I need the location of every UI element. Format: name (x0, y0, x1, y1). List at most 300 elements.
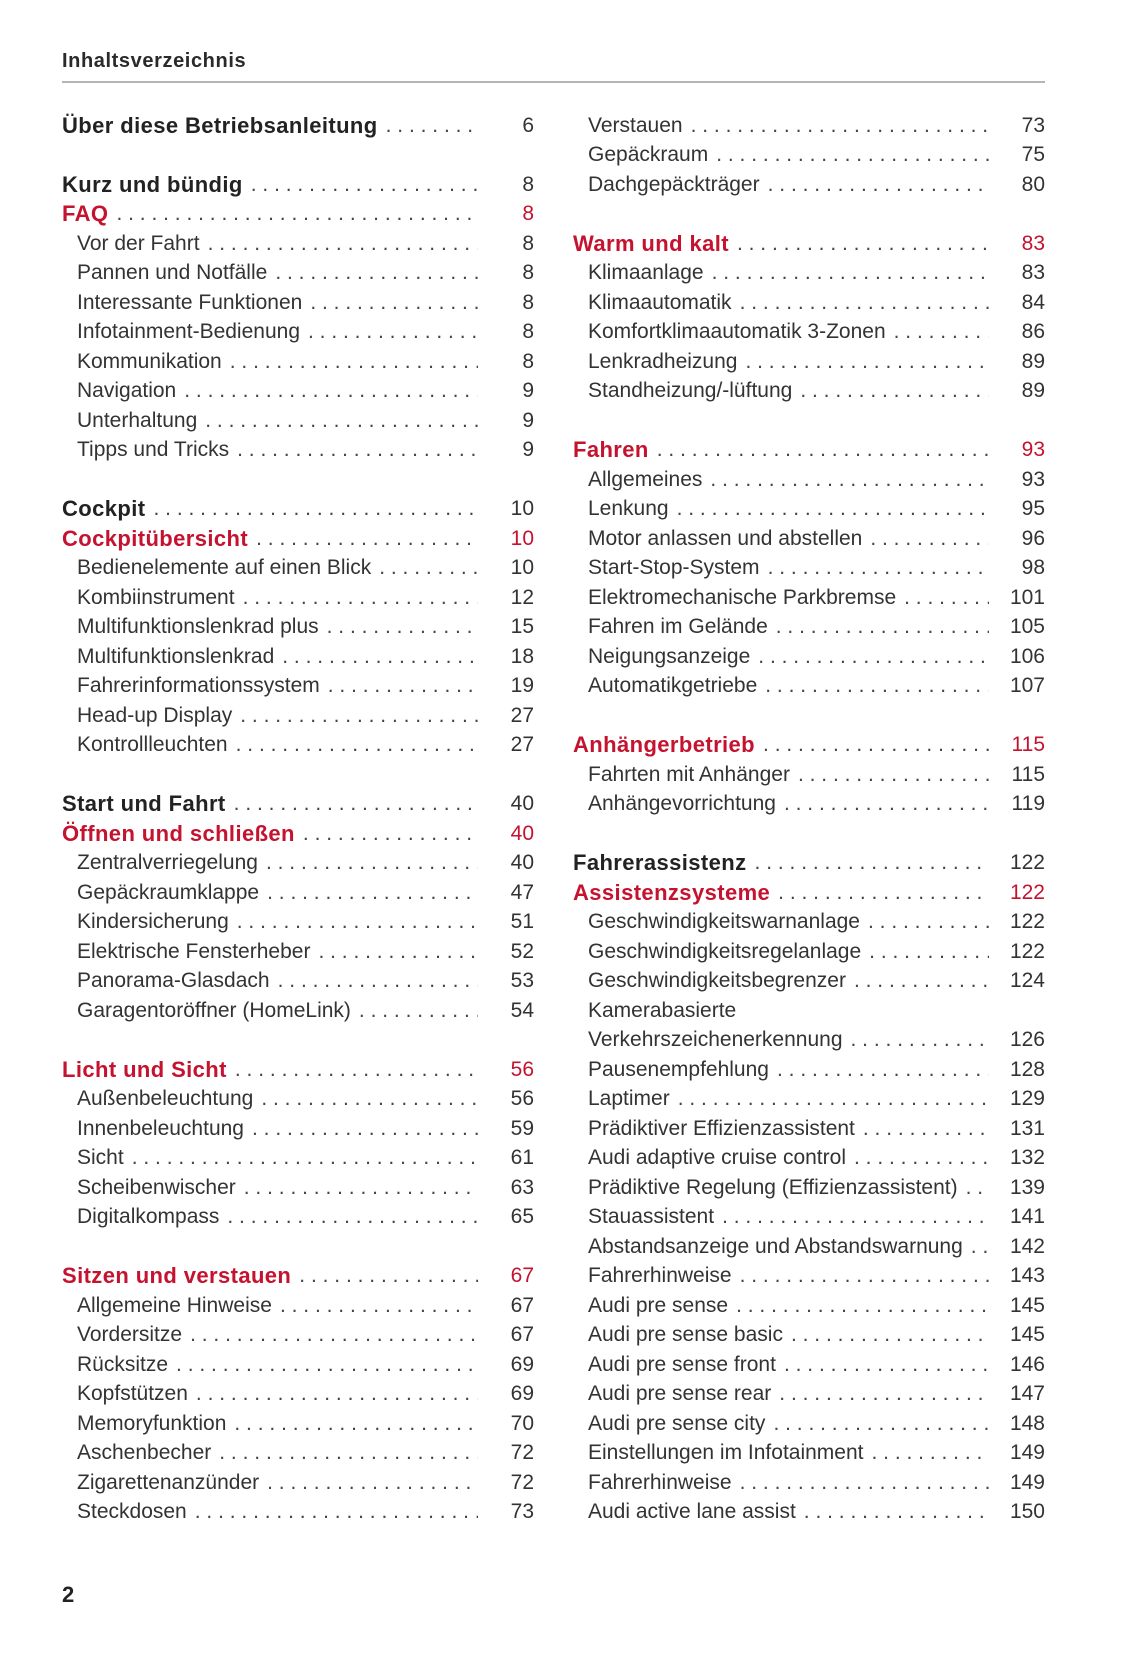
toc-entry[interactable] (573, 1144, 1045, 1174)
entry-page-number: 10 (510, 556, 534, 580)
entry-page-number: 51 (510, 910, 534, 934)
entry-page-number: 70 (510, 1411, 534, 1435)
dot-leader (765, 674, 989, 698)
entry-title: Elektromechanische Parkbremse (588, 585, 897, 609)
entry-page-number: 72 (510, 1470, 534, 1494)
dot-leader (798, 763, 989, 787)
entry-title: Standheizung/-lüftung (588, 379, 793, 403)
dot-leader (768, 556, 989, 580)
dot-leader (851, 1028, 989, 1052)
toc-chapter-entry[interactable] (573, 849, 1045, 879)
dot-leader (740, 291, 989, 315)
dot-leader (868, 910, 989, 934)
entry-page-number: 63 (510, 1175, 534, 1199)
toc-chapter-entry[interactable] (62, 170, 534, 200)
dot-leader (280, 1294, 478, 1318)
entry-title: Abstandsanzeige und Abstandswarnung (588, 1234, 963, 1258)
entry-title: Fahren (573, 437, 649, 463)
entry-page-number: 8 (522, 261, 534, 285)
entry-page-number: 89 (1021, 349, 1045, 373)
toc-entry[interactable] (62, 288, 534, 318)
dot-leader (691, 114, 989, 138)
entry-title: Stauassistent (588, 1205, 715, 1229)
spacer (573, 406, 1045, 436)
toc-entry[interactable] (573, 111, 1045, 141)
entry-page-number: 141 (1009, 1205, 1045, 1229)
toc-chapter-entry[interactable] (573, 878, 1045, 908)
entry-title: Pausenempfehlung (588, 1057, 769, 1081)
entry-title: Audi pre sense front (588, 1352, 776, 1376)
entry-title: Audi pre sense city (588, 1411, 766, 1435)
toc-entry[interactable] (573, 1026, 1045, 1056)
toc-entry[interactable] (573, 1055, 1045, 1085)
entry-page-number: 101 (1009, 585, 1045, 609)
dot-leader (712, 261, 989, 285)
dot-leader (132, 1146, 478, 1170)
toc-entry[interactable] (573, 1173, 1045, 1203)
entry-page-number: 96 (1021, 526, 1045, 550)
entry-page-number: 67 (510, 1293, 534, 1317)
toc-entry[interactable] (62, 1409, 534, 1439)
entry-title: Fahrerhinweise (588, 1470, 732, 1494)
dot-leader (904, 586, 989, 610)
entry-page-number: 8 (522, 231, 534, 255)
toc-chapter-entry[interactable] (573, 731, 1045, 761)
toc-entry[interactable] (62, 1291, 534, 1321)
toc-entry[interactable] (573, 583, 1045, 613)
entry-title: Multifunktionslenkrad (77, 644, 275, 668)
entry-page-number: 122 (1009, 910, 1045, 934)
toc-entry[interactable] (62, 642, 534, 672)
toc-entry[interactable] (573, 347, 1045, 377)
toc-entry[interactable] (573, 1203, 1045, 1233)
toc-entry[interactable] (62, 996, 534, 1026)
entry-page-number: 10 (510, 497, 534, 521)
entry-title: Prädiktive Regelung (Effizienzassistent) (588, 1175, 958, 1199)
entry-page-number: 122 (1009, 939, 1045, 963)
entry-page-number: 15 (510, 615, 534, 639)
dot-leader (737, 232, 989, 256)
toc-entry[interactable] (573, 170, 1045, 200)
toc-entry[interactable] (62, 1498, 534, 1528)
dot-leader (267, 1471, 478, 1495)
toc-column-right (573, 111, 1045, 1527)
toc-entry[interactable] (573, 1350, 1045, 1380)
toc-chapter-entry[interactable] (62, 111, 534, 141)
toc-entry[interactable] (62, 1173, 534, 1203)
toc-entry[interactable] (62, 878, 534, 908)
entry-title: Gepäckraumklappe (77, 880, 260, 904)
entry-title: Unterhaltung (77, 408, 198, 432)
entry-title: Prädiktiver Effizienzassistent (588, 1116, 855, 1140)
entry-page-number: 122 (1009, 880, 1045, 904)
entry-title: Tipps und Tricks (77, 438, 230, 462)
toc-entry[interactable] (62, 1380, 534, 1410)
entry-page-number: 40 (510, 792, 534, 816)
entry-page-number: 128 (1009, 1057, 1045, 1081)
toc-entry[interactable] (573, 1291, 1045, 1321)
entry-title: Assistenzsysteme (573, 879, 771, 905)
entry-title: Fahrerassistenz (573, 850, 747, 876)
toc-chapter-entry[interactable] (573, 229, 1045, 259)
entry-title: Scheibenwischer (77, 1175, 236, 1199)
entry-title: Verkehrszeichenerkennung (588, 1028, 843, 1052)
dot-leader (716, 143, 989, 167)
entry-title: Lenkung (588, 497, 669, 521)
entry-page-number: 73 (510, 1500, 534, 1524)
entry-page-number: 47 (510, 880, 534, 904)
toc-chapter-entry[interactable] (62, 1262, 534, 1292)
entry-page-number: 8 (522, 172, 534, 196)
toc-entry[interactable] (62, 1468, 534, 1498)
entry-page-number: 27 (510, 733, 534, 757)
entry-title: Elektrische Fensterheber (77, 939, 311, 963)
dot-leader (791, 1323, 989, 1347)
dot-leader (184, 379, 478, 403)
toc-entry[interactable] (62, 1321, 534, 1351)
entry-page-number: 124 (1009, 969, 1045, 993)
entry-title: Bedienelemente auf einen Blick (77, 556, 372, 580)
dot-leader (176, 1353, 478, 1377)
entry-page-number: 6 (522, 113, 534, 137)
dot-leader (261, 1087, 478, 1111)
toc-chapter-entry[interactable] (573, 436, 1045, 466)
entry-title: Audi pre sense rear (588, 1382, 772, 1406)
dot-leader (252, 1117, 478, 1141)
dot-leader (804, 1500, 989, 1524)
dot-leader (736, 1294, 989, 1318)
entry-title: Anhängevorrichtung (588, 792, 776, 816)
entry-page-number: 93 (1021, 438, 1045, 462)
dot-leader (768, 173, 989, 197)
toc-entry[interactable] (573, 465, 1045, 495)
dot-leader (303, 822, 478, 846)
toc-entry[interactable] (62, 908, 534, 938)
entry-title: Sitzen und verstauen (62, 1263, 292, 1289)
entry-page-number: 83 (1021, 231, 1045, 255)
dot-leader (251, 173, 478, 197)
entry-title: Warm und kalt (573, 230, 729, 256)
toc-entry[interactable] (573, 318, 1045, 348)
spacer (62, 760, 534, 790)
toc-entry[interactable] (573, 908, 1045, 938)
dot-leader (230, 350, 478, 374)
toc-column-left (62, 111, 534, 1527)
spacer (62, 465, 534, 495)
toc-entry[interactable] (62, 318, 534, 348)
entry-page-number: 106 (1009, 644, 1045, 668)
dot-leader (755, 851, 989, 875)
toc-entry[interactable] (573, 642, 1045, 672)
entry-page-number: 8 (522, 320, 534, 344)
entry-title: Dachgepäckträger (588, 172, 760, 196)
dot-leader (740, 1264, 989, 1288)
entry-title: Cockpit (62, 496, 146, 522)
entry-title: Automatikgetriebe (588, 674, 758, 698)
toc-entry[interactable] (573, 495, 1045, 525)
dot-leader (386, 114, 478, 138)
entry-page-number: 9 (522, 438, 534, 462)
dot-leader (237, 438, 478, 462)
toc-entry[interactable] (62, 1203, 534, 1233)
entry-title: Anhängerbetrieb (573, 732, 756, 758)
entry-title: Allgemeine Hinweise (77, 1293, 272, 1317)
toc-chapter-entry[interactable] (62, 1055, 534, 1085)
entry-page-number: 9 (522, 379, 534, 403)
toc-entry[interactable] (573, 1468, 1045, 1498)
dot-leader (359, 999, 478, 1023)
entry-title: Geschwindigkeitswarnanlage (588, 910, 860, 934)
toc-entry[interactable] (573, 790, 1045, 820)
toc-entry[interactable] (573, 1114, 1045, 1144)
toc-entry[interactable] (62, 967, 534, 997)
toc-chapter-entry[interactable] (62, 819, 534, 849)
dot-leader (777, 1058, 989, 1082)
entry-title: Komfortklimaautomatik 3-Zonen (588, 320, 886, 344)
toc-entry[interactable] (573, 554, 1045, 584)
toc-entry[interactable] (573, 259, 1045, 289)
entry-page-number: 19 (510, 674, 534, 698)
toc-entry[interactable] (62, 672, 534, 702)
entry-page-number: 145 (1009, 1323, 1045, 1347)
toc-entry[interactable] (573, 937, 1045, 967)
entry-page-number: 84 (1021, 290, 1045, 314)
dot-leader (153, 497, 478, 521)
entry-title: Cockpitübersicht (62, 525, 249, 551)
toc-entry[interactable] (573, 996, 1045, 1026)
toc-entry[interactable] (573, 288, 1045, 318)
toc-entry[interactable] (62, 259, 534, 289)
entry-page-number: 40 (510, 821, 534, 845)
entry-title: Kombiinstrument (77, 585, 235, 609)
entry-title: Fahrten mit Anhänger (588, 762, 790, 786)
spacer (573, 701, 1045, 731)
entry-page-number: 149 (1009, 1470, 1045, 1494)
entry-title: Über diese Betriebsanleitung (62, 112, 378, 138)
toc-entry[interactable] (573, 377, 1045, 407)
entry-page-number: 107 (1009, 674, 1045, 698)
header-divider (62, 81, 1045, 83)
entry-page-number: 131 (1009, 1116, 1045, 1140)
dot-leader (677, 497, 989, 521)
entry-title: Rücksitze (77, 1352, 169, 1376)
toc-entry[interactable] (62, 1085, 534, 1115)
entry-page-number: 95 (1021, 497, 1045, 521)
entry-page-number: 129 (1009, 1087, 1045, 1111)
entry-title: Navigation (77, 379, 177, 403)
entry-title: Fahren im Gelände (588, 615, 768, 639)
entry-page-number: 89 (1021, 379, 1045, 403)
dot-leader (205, 409, 478, 433)
entry-page-number: 105 (1009, 615, 1045, 639)
entry-page-number: 75 (1021, 143, 1045, 167)
toc-entry[interactable] (573, 524, 1045, 554)
entry-title: Einstellungen im Infotainment (588, 1441, 864, 1465)
toc-entry[interactable] (573, 760, 1045, 790)
toc-entry[interactable] (62, 1114, 534, 1144)
entry-page-number: 80 (1021, 172, 1045, 196)
toc-entry[interactable] (573, 1439, 1045, 1469)
toc-entry[interactable] (62, 406, 534, 436)
dot-leader (678, 1087, 989, 1111)
dot-leader (256, 527, 478, 551)
entry-title: Fahrerhinweise (588, 1264, 732, 1288)
toc-entry[interactable] (62, 436, 534, 466)
dot-leader (243, 586, 478, 610)
entry-page-number: 72 (510, 1441, 534, 1465)
entry-page-number: 73 (1021, 113, 1045, 137)
entry-title: Öffnen und schließen (62, 820, 295, 846)
entry-title: FAQ (62, 201, 109, 227)
entry-title: Lenkradheizung (588, 349, 738, 373)
entry-page-number: 9 (522, 408, 534, 432)
toc-entry[interactable] (62, 1439, 534, 1469)
toc-chapter-entry[interactable] (62, 524, 534, 554)
dot-leader (779, 1382, 989, 1406)
entry-page-number: 18 (510, 644, 534, 668)
entry-title: Aschenbecher (77, 1441, 212, 1465)
toc-entry[interactable] (62, 849, 534, 879)
toc-entry[interactable] (573, 1409, 1045, 1439)
entry-page-number: 56 (510, 1087, 534, 1111)
entry-title: Start und Fahrt (62, 791, 226, 817)
toc-entry[interactable] (62, 229, 534, 259)
dot-leader (308, 320, 478, 344)
entry-page-number: 148 (1009, 1411, 1045, 1435)
dot-leader (235, 1058, 478, 1082)
entry-title: Audi active lane assist (588, 1500, 796, 1524)
dot-leader (227, 1205, 478, 1229)
entry-title: Vordersitze (77, 1323, 183, 1347)
toc-entry[interactable] (62, 554, 534, 584)
toc-entry[interactable] (62, 1144, 534, 1174)
entry-title: Innenbeleuchtung (77, 1116, 244, 1140)
dot-leader (740, 1471, 989, 1495)
toc-entry[interactable] (573, 1262, 1045, 1292)
toc-entry[interactable] (62, 347, 534, 377)
entry-title: Memoryfunktion (77, 1411, 227, 1435)
entry-title: Digitalkompass (77, 1205, 220, 1229)
entry-title: Kamerabasierte (588, 998, 737, 1022)
dot-leader (854, 1146, 989, 1170)
dot-leader (195, 1500, 478, 1524)
dot-leader (190, 1323, 478, 1347)
entry-page-number: 67 (510, 1323, 534, 1347)
entry-title: Außenbeleuchtung (77, 1087, 254, 1111)
toc-entry[interactable] (573, 1380, 1045, 1410)
toc-entry[interactable] (62, 937, 534, 967)
toc-entry[interactable] (62, 583, 534, 613)
dot-leader (710, 468, 989, 492)
entry-page-number: 8 (522, 202, 534, 226)
entry-page-number: 59 (510, 1116, 534, 1140)
entry-page-number: 115 (1011, 733, 1045, 757)
spacer (62, 1026, 534, 1056)
entry-title: Licht und Sicht (62, 1056, 227, 1082)
toc-entry[interactable] (62, 613, 534, 643)
dot-leader (854, 969, 989, 993)
entry-page-number: 10 (510, 526, 534, 550)
entry-title: Infotainment-Bedienung (77, 320, 300, 344)
dot-leader (894, 320, 989, 344)
toc-entry[interactable] (573, 141, 1045, 171)
entry-title: Laptimer (588, 1087, 670, 1111)
page-header-title: Inhaltsverzeichnis (62, 50, 247, 72)
entry-title: Multifunktionslenkrad plus (77, 615, 319, 639)
toc-entry[interactable] (62, 1350, 534, 1380)
dot-leader (784, 792, 989, 816)
entry-page-number: 86 (1021, 320, 1045, 344)
entry-title: Garagentoröffner (HomeLink) (77, 998, 351, 1022)
entry-title: Audi adaptive cruise control (588, 1146, 846, 1170)
toc-chapter-entry[interactable] (62, 200, 534, 230)
dot-leader (299, 1264, 478, 1288)
toc-entry[interactable] (62, 377, 534, 407)
entry-title: Geschwindigkeitsbegrenzer (588, 969, 846, 993)
entry-page-number: 147 (1009, 1382, 1045, 1406)
entry-page-number: 56 (510, 1057, 534, 1081)
entry-title: Neigungsanzeige (588, 644, 751, 668)
dot-leader (234, 1412, 478, 1436)
dot-leader (784, 1353, 989, 1377)
spacer (62, 141, 534, 171)
dot-leader (116, 202, 478, 226)
toc-entry[interactable] (573, 1232, 1045, 1262)
dot-leader (863, 1117, 989, 1141)
entry-page-number: 54 (510, 998, 534, 1022)
entry-page-number: 67 (510, 1264, 534, 1288)
entry-title: Verstauen (588, 113, 683, 137)
toc-entry[interactable] (573, 1321, 1045, 1351)
entry-page-number: 69 (510, 1382, 534, 1406)
entry-title: Zigarettenanzünder (77, 1470, 260, 1494)
dot-leader (745, 350, 989, 374)
entry-title: Klimaautomatik (588, 290, 732, 314)
dot-leader (778, 881, 989, 905)
toc-entry[interactable] (62, 731, 534, 761)
toc-entry[interactable] (573, 613, 1045, 643)
toc-entry[interactable] (573, 672, 1045, 702)
dot-leader (763, 733, 989, 757)
dot-leader (971, 1235, 989, 1259)
dot-leader (657, 438, 989, 462)
dot-leader (318, 940, 478, 964)
toc-chapter-entry[interactable] (62, 495, 534, 525)
toc-entry[interactable] (573, 1085, 1045, 1115)
spacer (573, 819, 1045, 849)
entry-title: Zentralverriegelung (77, 851, 258, 875)
dot-leader (266, 851, 478, 875)
toc-entry[interactable] (62, 701, 534, 731)
entry-page-number: 132 (1009, 1146, 1045, 1170)
entry-title: Kommunikation (77, 349, 222, 373)
entry-page-number: 53 (510, 969, 534, 993)
dot-leader (758, 645, 989, 669)
entry-page-number: 146 (1009, 1352, 1045, 1376)
entry-page-number: 145 (1009, 1293, 1045, 1317)
dot-leader (236, 733, 478, 757)
toc-chapter-entry[interactable] (62, 790, 534, 820)
toc-entry[interactable] (573, 1498, 1045, 1528)
entry-page-number: 61 (510, 1146, 534, 1170)
entry-page-number: 8 (522, 349, 534, 373)
dot-leader (244, 1176, 478, 1200)
entry-title: Start-Stop-System (588, 556, 760, 580)
toc-entry[interactable] (573, 967, 1045, 997)
entry-page-number: 65 (510, 1205, 534, 1229)
dot-leader (219, 1441, 478, 1465)
entry-title: Head-up Display (77, 703, 233, 727)
